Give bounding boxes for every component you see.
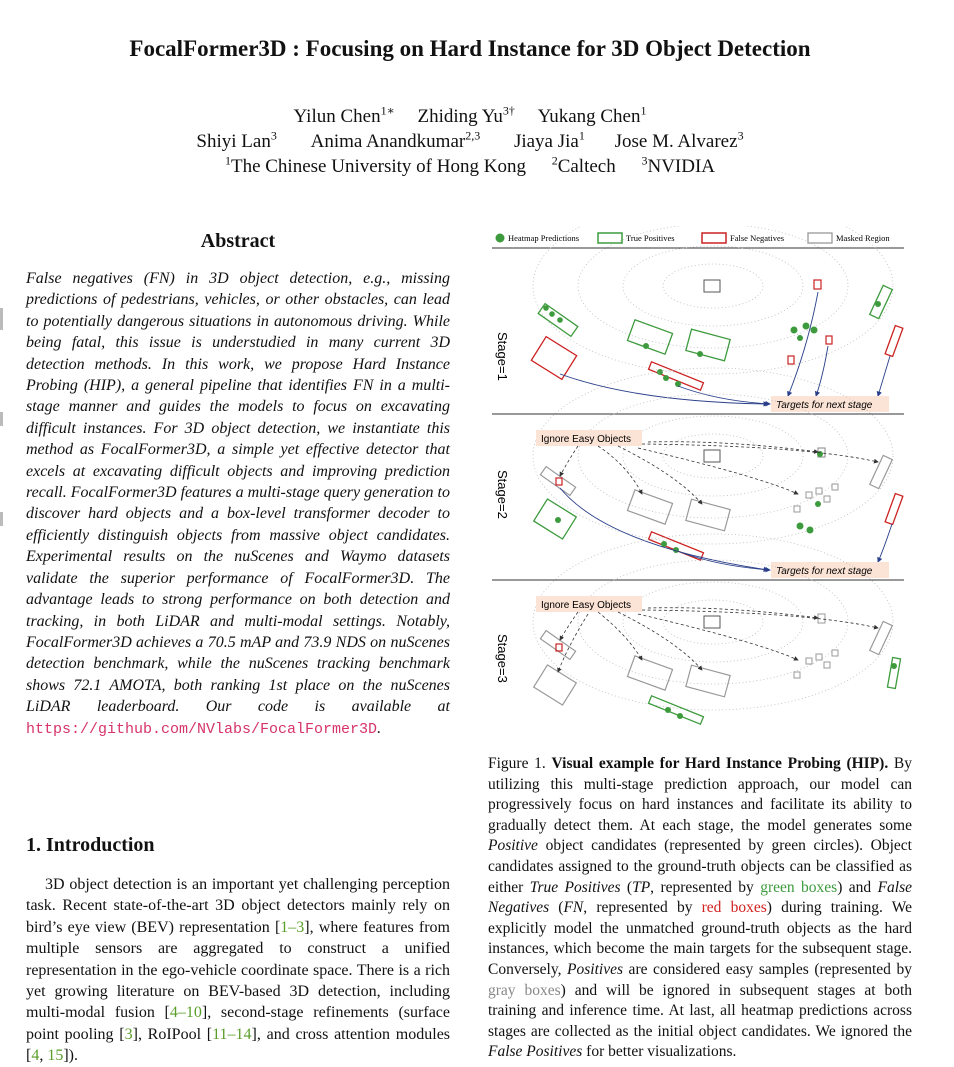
stage-1-panel bbox=[492, 226, 904, 414]
abstract-text: False negatives (FN) in 3D object detection, e.g., missing predictions of pedestrians, vehicles, or other obstacles, can lead to potentially dangerous situations in autonomous driving. While being fatal, this issue is understudied in many current 3D detection methods. In this work, we propose Hard Instance Probing (HIP), a general pipeline that identifies FN in a multi-stage manner and guides the models to focus on excavating difficult instances. For 3D object detection, we instantiate this method as FocalFormer3D, a simple yet effective detector that excels at excavating difficult objects and improving prediction recall. FocalFormer3D features a multi-stage query generation to discover hard objects and a box-level transformer decoder to efficiently distinguish objects from massive object candidates. Experimental results on the nuScenes and Waymo datasets validate the superior performance of FocalFormer3D. The advantage leads to strong performance on both detection and tracking, in both LiDAR and multi-modal settings. Notably, FocalFormer3D achieves a 70.5 mAP and 73.9 NDS on nuScenes detection benchmark, while the nuScenes tracking benchmark shows 72.1 AMOTA, both ranking 1st place on the nuScenes LiDAR leaderboard. Our code is available at https://github.com/NVlabs/FocalFormer3D. bbox=[26, 270, 450, 738]
fn-legend-icon bbox=[702, 233, 726, 243]
affiliation: $^3$NVIDIA bbox=[641, 153, 716, 177]
targets-label: Targets for next stage bbox=[776, 566, 873, 577]
margin-artifact bbox=[0, 308, 3, 330]
heatmap-legend-icon bbox=[496, 234, 505, 243]
stage-label: Stage=3 bbox=[495, 634, 510, 683]
author: Anima Anandkumar$^{2,3}$ bbox=[310, 128, 481, 152]
stage-label: Stage=2 bbox=[495, 470, 510, 519]
citation-link[interactable]: 1–3 bbox=[280, 918, 305, 936]
legend-masked: Masked Region bbox=[836, 233, 890, 243]
affiliations bbox=[0, 153, 940, 178]
lidar-rings bbox=[533, 368, 893, 544]
affiliation: $^1$The Chinese University of Hong Kong bbox=[224, 153, 526, 177]
author: Jose M. Alvarez$^3$ bbox=[614, 128, 744, 152]
citation-link[interactable]: 4 bbox=[31, 1047, 40, 1065]
citation-link[interactable]: 3 bbox=[124, 1025, 133, 1043]
masked-boxes bbox=[794, 484, 838, 512]
targets-label: Targets for next stage bbox=[776, 400, 873, 411]
figure-caption: Figure 1. Visual example for Hard Instance Probing (HIP). By utilizing this multi-stage prediction approach, our model can progressively focus on hard instances and facilitate its ability to gradually detect them. At each stage, the model generates some Positive object candidates (represented by green circles). Object candidates assigned to the ground-truth objects can be classified as either True Positives (TP, represented by green boxes) and False Negatives (FN, represented by red boxes) during training. We explicitly model the unmatched ground-truth objects as the hard instances, which become the main targets for the subsequent stage. Conversely, Positives are considered easy samples (represented by gray boxes) and will be ignored in subsequent stages at both training and inference time. At last, all heatmap predictions across stages are collected as the initial object candidates. We ignored the False Positives for better visualizations. bbox=[488, 755, 913, 1061]
tp-legend-icon bbox=[598, 233, 622, 243]
section-heading-introduction: 1. Introduction bbox=[26, 834, 155, 856]
legend-heatmap: Heatmap Predictions bbox=[508, 233, 580, 243]
ignore-label: Ignore Easy Objects bbox=[541, 600, 632, 611]
authors-line-1 bbox=[0, 103, 940, 128]
margin-artifact bbox=[0, 412, 3, 426]
affiliation: $^2$Caltech bbox=[551, 153, 616, 177]
code-link[interactable]: https://github.com/NVlabs/FocalFormer3D bbox=[26, 720, 378, 738]
abstract-heading: Abstract bbox=[200, 230, 276, 252]
masked-legend-icon bbox=[808, 233, 832, 243]
author: Jiaya Jia$^1$ bbox=[513, 128, 585, 152]
citation-link[interactable]: 11–14 bbox=[212, 1025, 252, 1043]
legend-fn: False Negatives bbox=[730, 233, 785, 243]
figure-legend bbox=[492, 233, 904, 248]
stage-label: Stage=1 bbox=[495, 332, 510, 381]
author: Yukang Chen$^1$ bbox=[537, 103, 647, 127]
citation-link[interactable]: 4–10 bbox=[169, 1004, 202, 1022]
author: Zhiding $Yu^{3\dagger}$ bbox=[417, 103, 515, 127]
author: Yilun Chen$^{1∗}$ bbox=[293, 103, 395, 127]
citation-link[interactable]: 15 bbox=[47, 1047, 64, 1065]
heatmap-points bbox=[555, 451, 823, 553]
ignore-label: Ignore Easy Objects bbox=[541, 434, 632, 445]
paper-title: FocalFormer3D : Focusing on Hard Instance for 3D Object Detection bbox=[129, 36, 811, 61]
ego-vehicle bbox=[704, 280, 720, 292]
figure-hip-visualization bbox=[488, 226, 908, 730]
ignore-arrows bbox=[560, 442, 878, 504]
target-arrows bbox=[560, 488, 892, 570]
legend-tp: True Positives bbox=[626, 233, 675, 243]
authors-line-2 bbox=[0, 128, 940, 153]
masked-boxes bbox=[794, 614, 838, 678]
author: Shiyi Lan$^3$ bbox=[196, 128, 277, 152]
margin-artifact bbox=[0, 512, 3, 526]
introduction-paragraph: 3D object detection is an important yet challenging perception task. Recent state-of-the-art 3D object detectors mainly rely on bird’s eye view (BEV) representation [1–3], where features from multiple sensors are aggregated to construct a unified representation in the ego-vehicle coordinate space. There is a rich yet growing literature on BEV-based 3D detection, including multi-modal fusion [4–10], second-stage refinements (surface point pooling [3], RoIPool [11–14], and cross attention modules [4, 15]). bbox=[26, 876, 451, 1065]
